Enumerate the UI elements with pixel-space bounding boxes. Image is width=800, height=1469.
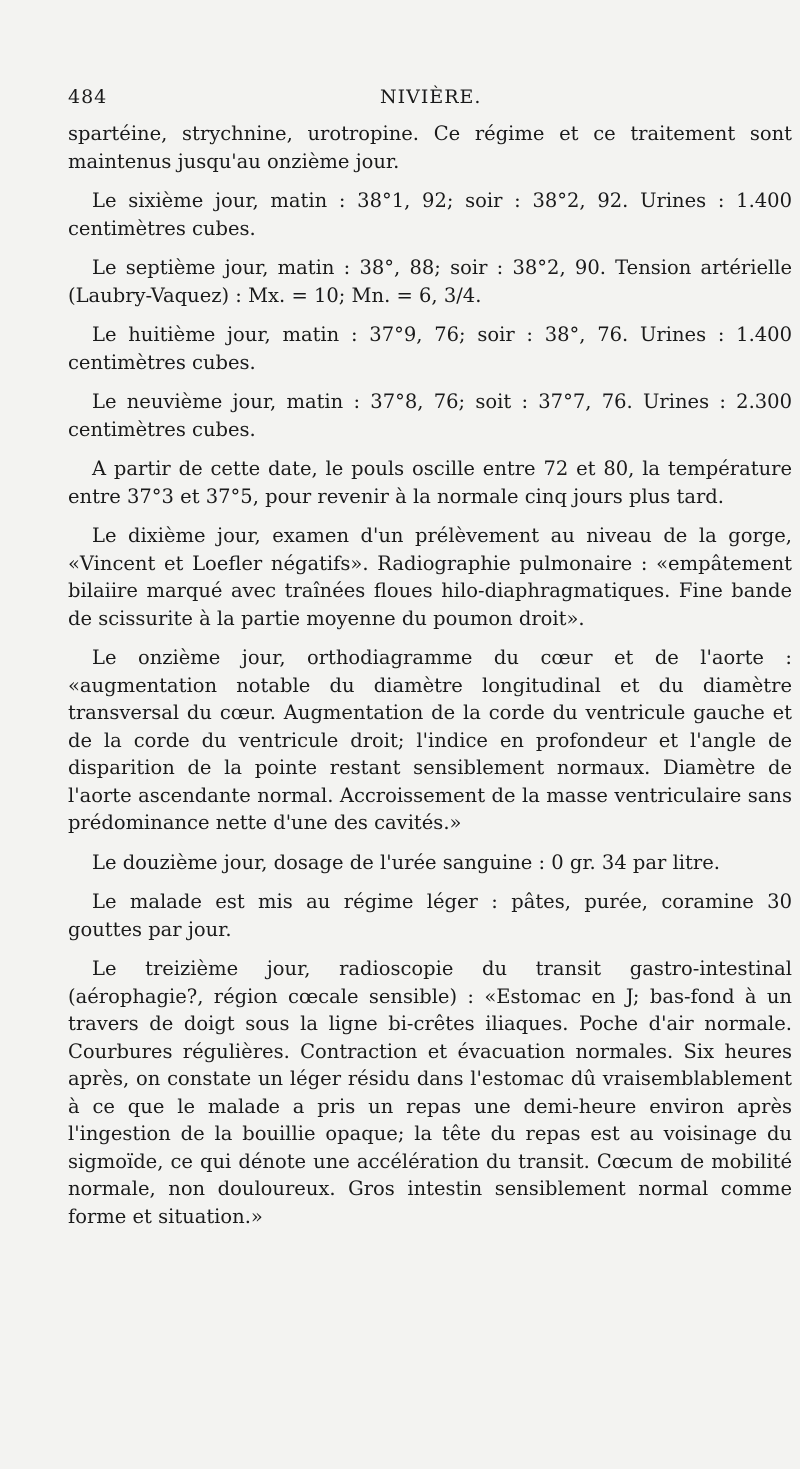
page-header	[68, 84, 792, 120]
paragraph: spartéine, strychnine, urotropine. Ce régime et ce traitement sont maintenus jusqu'au onzième jour.	[68, 122, 792, 173]
paragraph: Le huitième jour, matin : 37°9, 76; soir : 38°, 76. Urines : 1.400 centimètres cubes.	[68, 323, 792, 374]
paragraph: Le dixième jour, examen d'un prélèvement au niveau de la gorge, «Vincent et Loefler négatifs». Radiographie pulmonaire : «empâtement bilaiire marqué avec traînées floues hilo-diaphragmatiques. Fine bande de scissurite à la partie moyenne du poumon droit».	[68, 524, 792, 630]
body-text	[68, 120, 792, 1230]
paragraph: A partir de cette date, le pouls oscille entre 72 et 80, la température entre 37°3 et 37°5, pour revenir à la normale cinq jours plus tard.	[68, 457, 792, 508]
page-number: 484	[68, 86, 108, 108]
paragraph: Le treizième jour, radioscopie du transit gastro-intestinal (aérophagie?, région cœcale sensible) : «Estomac en J; bas-fond à un travers de doigt sous la ligne bi-crêtes iliaques. Poche d'air normale. Courbures régulières. Contraction et évacuation normales. Six heures après, on constate un léger résidu dans l'estomac dû vraisemblablement à ce que le malade a pris un repas une demi-heure environ après l'ingestion de la bouillie opaque; la tête du repas est au voisinage du sigmoïde, ce qui dénote une accélération du transit. Cœcum de mobilité normale, non douloureux. Gros intestin sensiblement normal comme forme et situation.»	[68, 957, 792, 1228]
paragraph: Le malade est mis au régime léger : pâtes, purée, coramine 30 gouttes par jour.	[68, 890, 792, 941]
paragraph: Le sixième jour, matin : 38°1, 92; soir : 38°2, 92. Urines : 1.400 centimètres cubes.	[68, 189, 792, 240]
running-head: NIVIÈRE.	[380, 86, 482, 108]
paragraph: Le neuvième jour, matin : 37°8, 76; soit : 37°7, 76. Urines : 2.300 centimètres cubes.	[68, 390, 792, 441]
paragraph: Le onzième jour, orthodiagramme du cœur et de l'aorte : «augmentation notable du diamètre longitudinal et du diamètre transversal du cœur. Augmentation de la corde du ventricule gauche et de la corde du ventricule droit; l'indice en profondeur et l'angle de disparition de la pointe restant sensiblement normaux. Diamètre de l'aorte ascendante normal. Accroissement de la masse ventriculaire sans prédominance nette d'une des cavités.»	[68, 646, 792, 834]
paragraph: Le douzième jour, dosage de l'urée sanguine : 0 gr. 34 par litre.	[92, 850, 720, 874]
document-page	[68, 84, 792, 1242]
paragraph: Le septième jour, matin : 38°, 88; soir : 38°2, 90. Tension artérielle (Laubry-Vaquez) : Mx. = 10; Mn. = 6, 3/4.	[68, 256, 792, 307]
